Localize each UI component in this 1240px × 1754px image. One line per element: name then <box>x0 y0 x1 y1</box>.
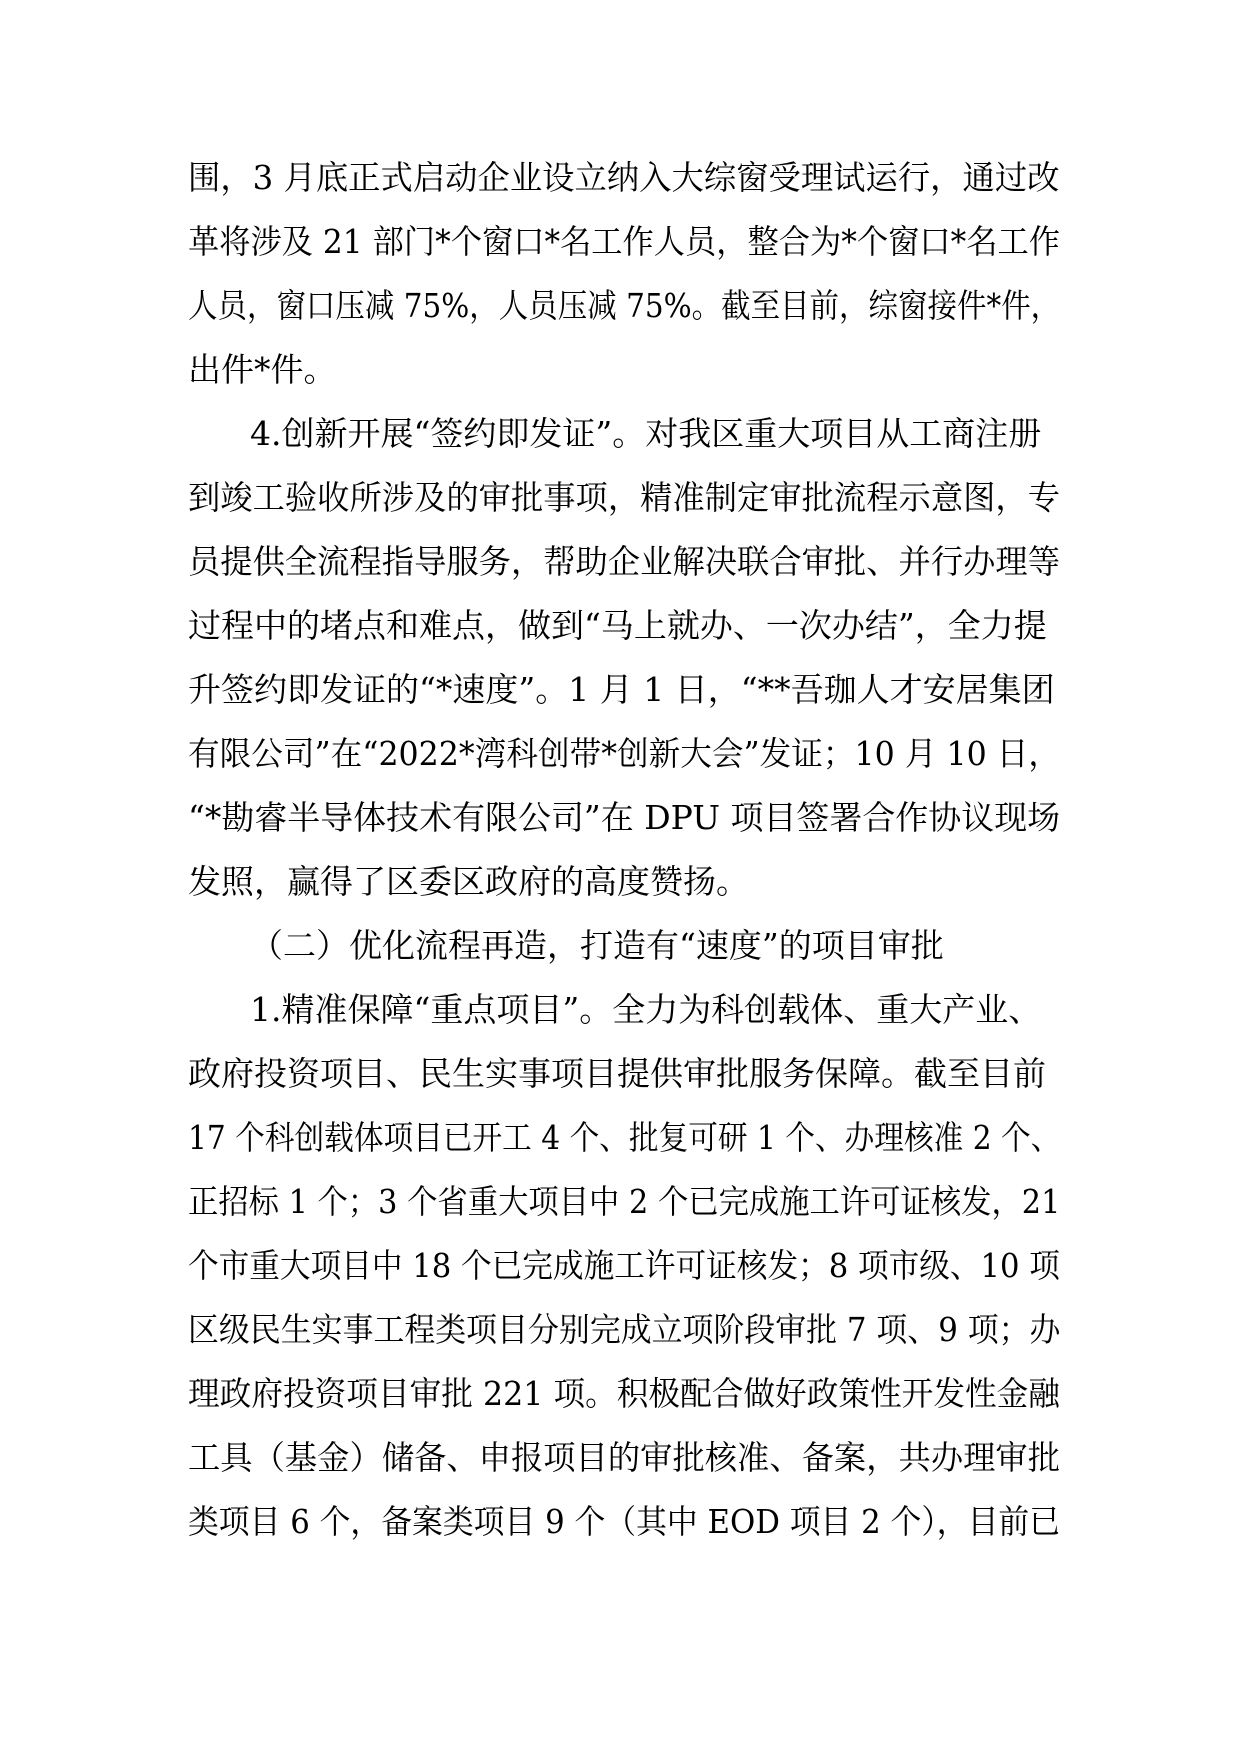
text-line: 过程中的堵点和难点，做到“马上就办、一次办结”，全力提 <box>188 606 1047 645</box>
text-line: 升签约即发证的“*速度”。1 月 1 日，“**吾珈人才安居集团 <box>188 670 1055 709</box>
text-line: 工具（基金）储备、申报项目的审批核准、备案，共办理审批 <box>188 1438 1060 1477</box>
text-line: 革将涉及 21 部门*个窗口*名工作人员，整合为*个窗口*名工作 <box>188 222 1060 261</box>
section-heading: （二）优化流程再造，打造有“速度”的项目审批 <box>250 926 944 965</box>
text-line: 1.精准保障“重点项目”。全力为科创载体、重大产业、 <box>250 990 1042 1029</box>
text-line: 员提供全流程指导服务，帮助企业解决联合审批、并行办理等 <box>188 542 1060 581</box>
text-line: 人员，窗口压减 75%，人员压减 75%。截至目前，综窗接件*件， <box>188 286 1061 325</box>
text-line: 17 个科创载体项目已开工 4 个、批复可研 1 个、办理核准 2 个、 <box>188 1118 1061 1157</box>
text-line: 出件*件。 <box>188 350 337 389</box>
text-line: 4.创新开展“签约即发证”。对我区重大项目从工商注册 <box>250 414 1042 453</box>
text-line: “*勘睿半导体技术有限公司”在 DPU 项目签署合作协议现场 <box>188 798 1061 837</box>
text-line: 正招标 1 个；3 个省重大项目中 2 个已完成施工许可证核发，21 <box>188 1182 1061 1221</box>
text-line: 类项目 6 个，备案类项目 9 个（其中 EOD 项目 2 个），目前已 <box>188 1502 1061 1541</box>
text-line: 政府投资项目、民生实事项目提供审批服务保障。截至目前 <box>188 1054 1046 1093</box>
text-line: 理政府投资项目审批 221 项。积极配合做好政策性开发性金融 <box>188 1374 1060 1413</box>
text-line: 区级民生实事工程类项目分别完成立项阶段审批 7 项、9 项；办 <box>188 1310 1061 1349</box>
text-line: 个市重大项目中 18 个已完成施工许可证核发；8 项市级、10 项 <box>188 1246 1060 1285</box>
text-line: 发照，赢得了区委区政府的高度赞扬。 <box>188 862 749 901</box>
text-line: 有限公司”在“2022*湾科创带*创新大会”发证；10 月 10 日， <box>188 734 1061 773</box>
text-line: 到竣工验收所涉及的审批事项，精准制定审批流程示意图，专 <box>188 478 1060 517</box>
text-line: 围，3 月底正式启动企业设立纳入大综窗受理试运行，通过改 <box>188 158 1060 197</box>
